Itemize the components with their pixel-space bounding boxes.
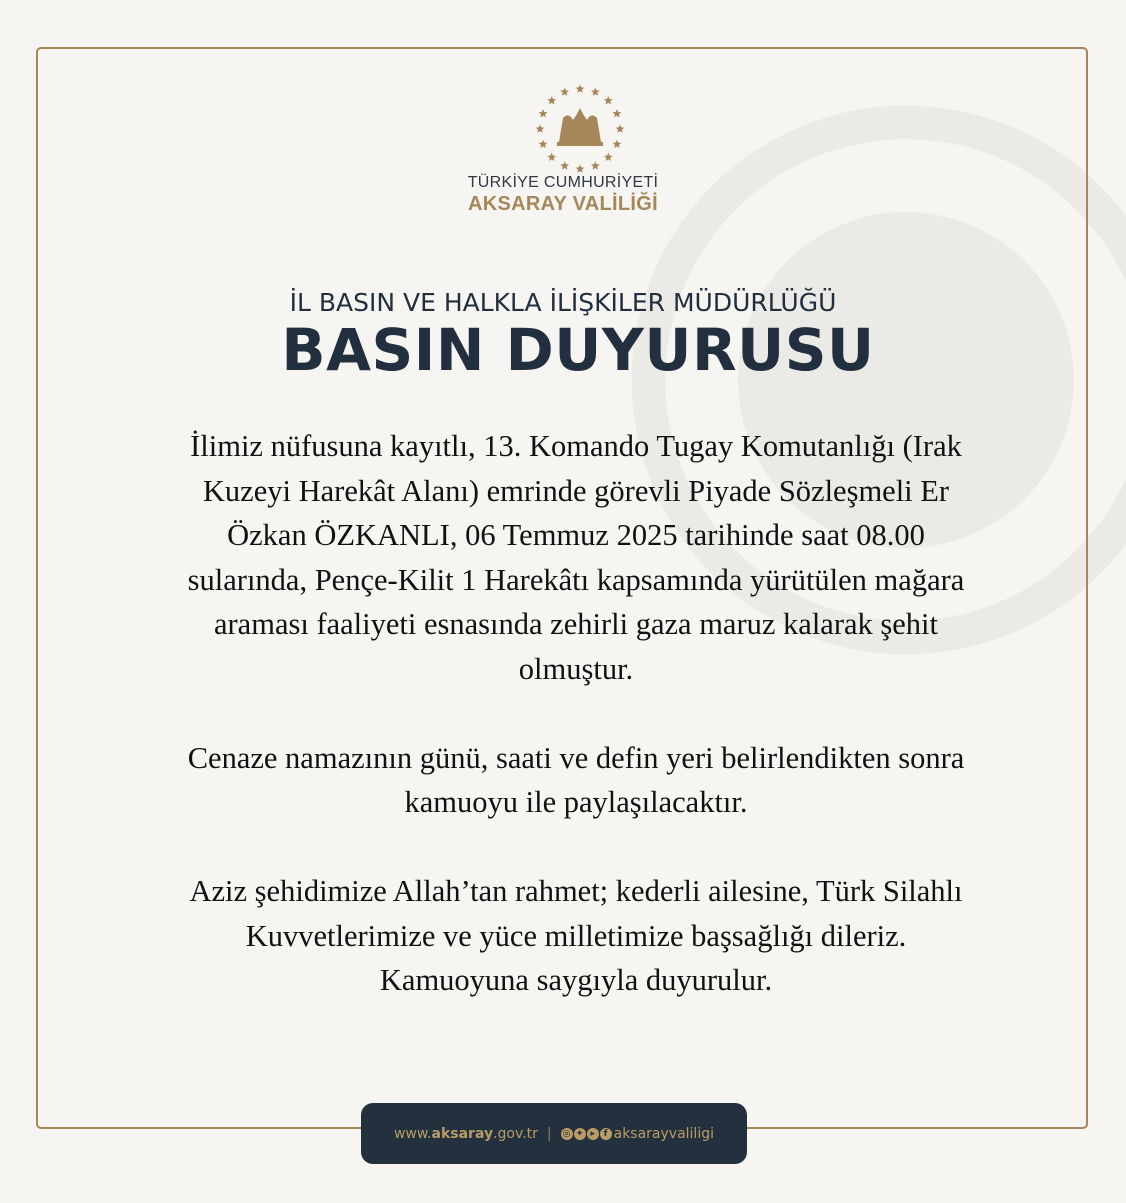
emblem-star <box>616 124 625 132</box>
emblem-star <box>547 153 556 161</box>
paragraph-condolence <box>100 869 1052 1003</box>
emblem-star <box>591 161 600 169</box>
emblem-base <box>557 142 603 146</box>
emblem-star <box>576 164 585 172</box>
instagram-icon[interactable]: ◎ <box>561 1128 573 1140</box>
text-line: olmuştur. <box>518 651 634 686</box>
emblem-star <box>604 96 613 104</box>
footer-separator: | <box>546 1125 552 1142</box>
emblem-star <box>539 109 548 117</box>
footer-bar <box>361 1103 747 1164</box>
emblem-star <box>539 140 548 148</box>
text-line: Kuvvetlerimize ve yüce milletimize başsağlığı dileriz. <box>245 918 907 953</box>
website-domain: aksaray <box>431 1125 494 1142</box>
website-suffix: .gov.tr <box>493 1125 538 1142</box>
text-line: kamuoyu ile paylaşılacaktır. <box>404 785 748 819</box>
announcement-body <box>100 424 1052 1003</box>
org-country: TÜRKİYE CUMHURİYETİ <box>467 174 659 191</box>
emblem-crest <box>559 108 601 142</box>
emblem-star <box>591 87 600 95</box>
twitter-icon[interactable]: ✦ <box>574 1128 586 1140</box>
website-prefix: www. <box>393 1125 432 1142</box>
page-title: BASIN DUYURUSU <box>281 316 875 384</box>
emblem-star <box>613 109 622 117</box>
social-icons <box>561 1128 612 1140</box>
text-line: araması faaliyeti esnasında zehirli gaza maruz kalarak şehit <box>213 607 939 641</box>
department-title: İL BASIN VE HALKLA İLİŞKİLER MÜDÜRLÜĞÜ <box>289 288 837 317</box>
emblem-star <box>560 87 569 95</box>
emblem-star <box>560 161 569 169</box>
text-line: sularında, Pençe-Kilit 1 Harekâtı kapsamında yürütülen mağara <box>187 562 965 597</box>
aksaray-emblem-icon <box>533 82 627 176</box>
youtube-icon[interactable]: ▸ <box>587 1128 599 1140</box>
text-line: İlimiz nüfusuna kayıtlı, 13. Komando Tugay Komutanlığı (Irak <box>190 429 962 463</box>
text-line: Özkan ÖZKANLI, 06 Temmuz 2025 tarihinde saat 08.00 <box>227 518 925 552</box>
emblem-star <box>547 96 556 104</box>
social-handle[interactable]: aksarayvaliligi <box>613 1125 714 1142</box>
emblem-star <box>576 84 585 92</box>
text-line: Cenaze namazının günü, saati ve defin yeri belirlendikten sonra <box>187 740 965 775</box>
paragraph-death-notice <box>100 424 1052 691</box>
emblem-star <box>536 124 545 132</box>
paragraph-funeral <box>100 736 1052 825</box>
facebook-icon[interactable]: f <box>600 1128 612 1140</box>
emblem-star <box>613 140 622 148</box>
text-line: Kuzeyi Harekât Alanı) emrinde görevli Piyade Sözleşmeli Er <box>202 473 950 508</box>
emblem-star <box>604 153 613 161</box>
text-line: Aziz şehidimize Allah’tan rahmet; kederli ailesine, Türk Silahlı <box>189 874 963 908</box>
website-link[interactable] <box>394 1126 538 1142</box>
org-governorship: AKSARAY VALİLİĞİ <box>467 193 658 215</box>
text-line: Kamuoyuna saygıyla duyurulur. <box>379 963 773 997</box>
